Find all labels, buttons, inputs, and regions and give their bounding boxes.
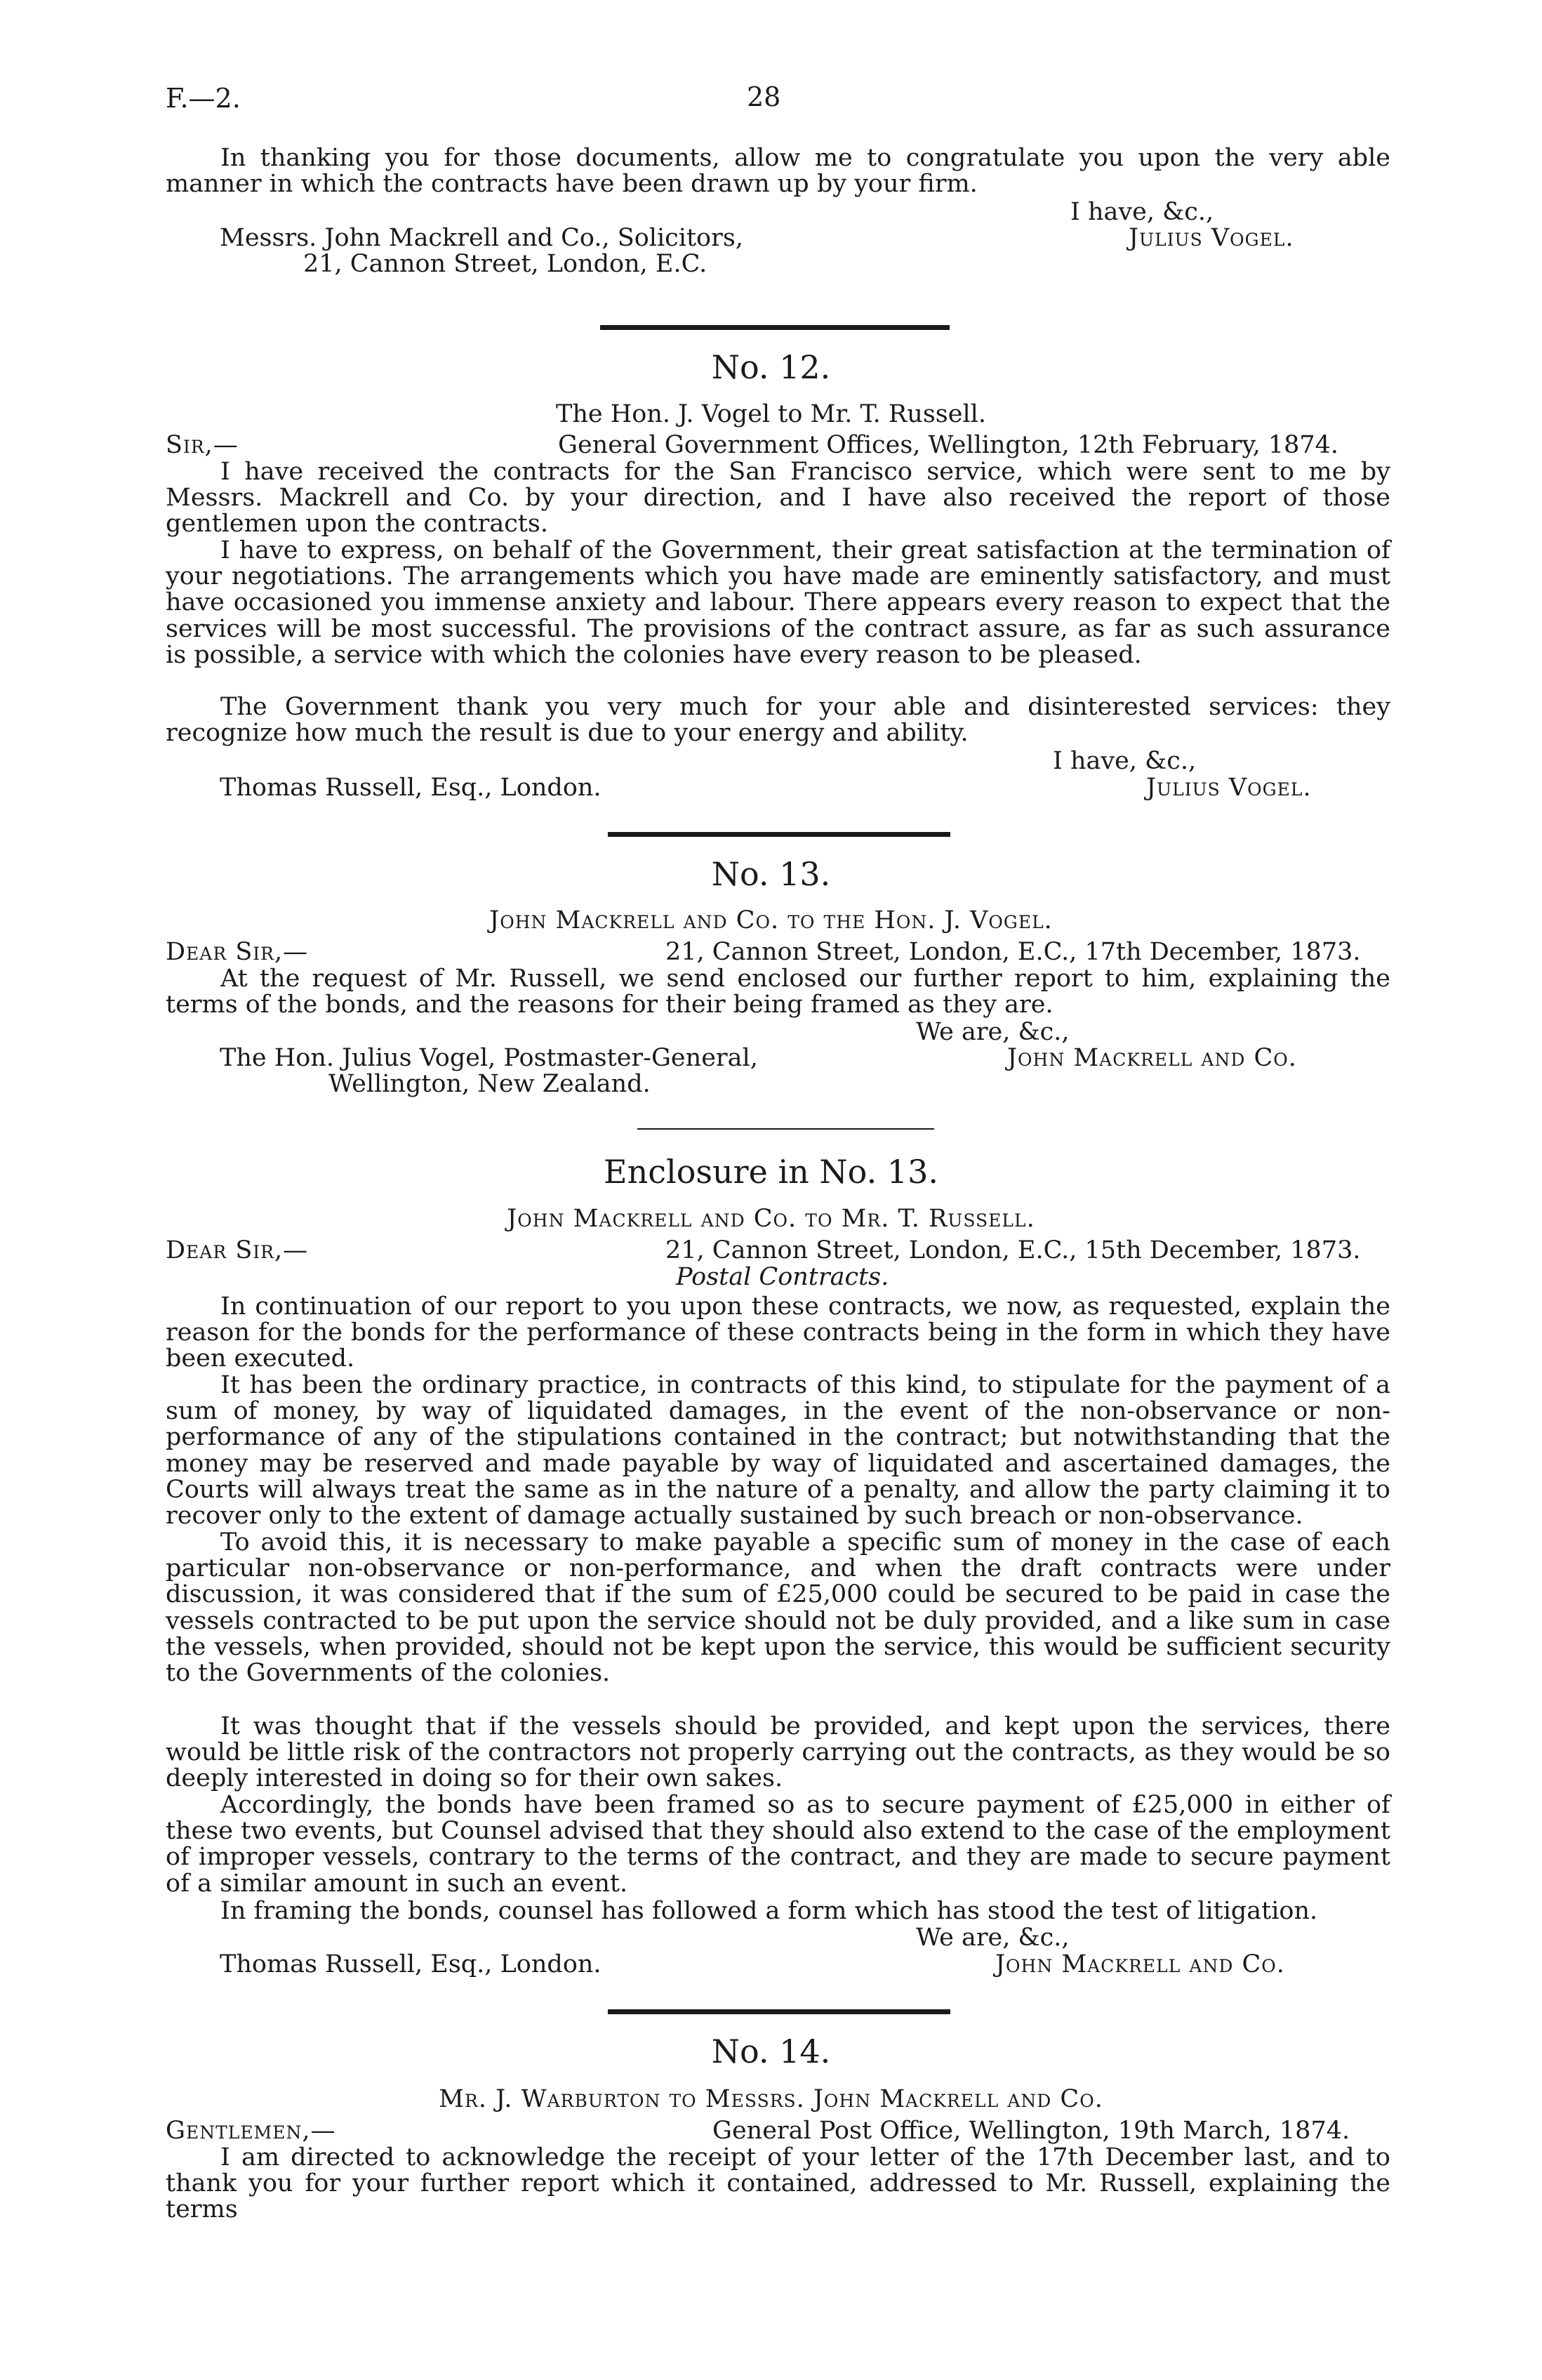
section-divider — [600, 325, 950, 330]
enclosure-paragraph-4: It was thought that if the vessels should be provided, and kept upon the services, there would be little risk of the contractors not properly carrying out the contracts, as they would be so deeply interested in doing so for their own sakes. — [166, 1712, 1390, 1793]
section-divider — [608, 832, 950, 837]
no-12-place-date: General Government Offices, Wellington, 12th February, 1874. — [558, 431, 1339, 459]
enclosure-paragraph-1: In continuation of our report to you upon these contracts, we now, as requested, explain the reason for the bonds for the performance of these contracts being in the form in which they have been executed. — [166, 1293, 1390, 1373]
enclosure-closing: We are, &c., — [916, 1924, 1070, 1952]
no-14-salutation: Gentlemen,— — [166, 2117, 336, 2145]
enclosure-paragraph-5: Accordingly, the bonds have been framed so as to secure payment of £25,000 in either of these two events, but Counsel advised that they should also extend to the case of the employment of improper vessels, contrary to the terms of the contract, and they are made to secure payment of a similar amount in such an event. — [166, 1791, 1390, 1898]
no-13-signature: John Mackrell and Co. — [1007, 1044, 1297, 1072]
no-13-salutation: Dear Sir,— — [166, 938, 309, 966]
enclosure-heading: Enclosure in No. 13. — [604, 1153, 938, 1191]
no-12-addressee: Thomas Russell, Esq., London. — [220, 774, 601, 802]
no-14-heading: No. 14. — [711, 2032, 831, 2070]
no-12-heading: No. 12. — [711, 348, 831, 386]
letter-11-closing: I have, &c., — [1070, 198, 1214, 226]
no-12-paragraph-3: The Government thank you very much for your able and disinterested services: they recognize how much the result is due to your energy and ability. — [166, 693, 1390, 748]
page-number: 28 — [747, 81, 781, 112]
no-12-paragraph-2: I have to express, on behalf of the Government, their great satisfaction at the termination of your negotiations. The arrangements which you have made are eminently satisfactory, and must have occasioned you immense anxiety and labour. There appears every reason to expect that the services will be most successful. The provisions of the contract assure, as far as such assurance is possible, a service with which the colonies have every reason to be pleased. — [166, 536, 1390, 669]
no-12-signature: Julius Vogel. — [1146, 774, 1312, 802]
no-14-place-date: General Post Office, Wellington, 19th March, 1874. — [712, 2117, 1350, 2145]
no-13-heading: No. 13. — [711, 855, 831, 893]
no-13-closing: We are, &c., — [916, 1018, 1070, 1046]
letter-11-paragraph: In thanking you for those documents, allow me to congratulate you upon the very able manner in which the contracts have been drawn up by your firm. — [166, 144, 1390, 199]
enclosure-salutation: Dear Sir,— — [166, 1236, 309, 1264]
no-12-paragraph-1: I have received the contracts for the San Francisco service, which were sent to me by Messrs. Mackrell and Co. by your direction, and I have also received the report of those gentlemen upon the contracts. — [166, 458, 1390, 538]
enclosure-addressee: Thomas Russell, Esq., London. — [220, 1950, 601, 1978]
no-12-salutation: Sir,— — [166, 431, 239, 459]
section-divider — [637, 1128, 934, 1130]
section-divider — [608, 2009, 950, 2014]
no-13-addressee-line-1: The Hon. Julius Vogel, Postmaster-General, — [220, 1044, 758, 1072]
letter-11-addressee-line-1: Messrs. John Mackrell and Co., Solicitors, — [220, 224, 743, 252]
enclosure-paragraph-2: It has been the ordinary practice, in contracts of this kind, to stipulate for the payment of a sum of money, by way of liquidated damages, in the event of the non-observance or non-performance of any of the stipulations contained in the contract; but notwithstanding that the money may be reserved and made payable by way of liquidated and ascertained damages, the Courts will always treat the same as in the nature of a penalty, and allow the party claiming it to recover only to the extent of damage actually sustained by such breach or non-observance. — [166, 1371, 1390, 1531]
no-14-from-to: Mr. J. Warburton to Messrs. John Mackrell and Co. — [439, 2085, 1103, 2113]
no-13-from-to: John Mackrell and Co. to the Hon. J. Vogel. — [489, 906, 1053, 934]
no-14-paragraph: I am directed to acknowledge the receipt of your letter of the 17th December last, and to thank you for your further report which it contained, addressed to Mr. Russell, explaining the terms — [166, 2143, 1390, 2224]
enclosure-place-date: 21, Cannon Street, London, E.C., 15th December, 1873. — [665, 1236, 1361, 1264]
no-12-from-to: The Hon. J. Vogel to Mr. T. Russell. — [556, 400, 986, 428]
enclosure-paragraph-3: To avoid this, it is necessary to make payable a specific sum of money in the case of each particular non-observance or non-performance, and when the draft contracts were under discussion, it was considered that if the sum of £25,000 could be secured to be paid in case the vessels contracted to be put upon the service should not be duly provided, and a like sum in case the vessels, when provided, should not be kept upon the service, this would be sufficient security to the Governments of the colonies. — [166, 1528, 1390, 1688]
document-code: F.—2. — [166, 83, 241, 114]
enclosure-signature: John Mackrell and Co. — [995, 1950, 1285, 1978]
no-13-addressee-line-2: Wellington, New Zealand. — [328, 1070, 651, 1098]
letter-11-signature: Julius Vogel. — [1129, 224, 1294, 252]
enclosure-from-to: John Mackrell and Co. to Mr. T. Russell. — [507, 1205, 1035, 1233]
no-13-place-date: 21, Cannon Street, London, E.C., 17th December, 1873. — [665, 938, 1361, 966]
enclosure-paragraph-6: In framing the bonds, counsel has followed a form which has stood the test of litigation. — [220, 1897, 1318, 1925]
enclosure-subject: Postal Contracts. — [676, 1263, 889, 1291]
no-12-closing: I have, &c., — [1053, 747, 1197, 775]
no-13-paragraph: At the request of Mr. Russell, we send enclosed our further report to him, explaining the terms of the bonds, and the reasons for their being framed as they are. — [166, 965, 1390, 1019]
letter-11-addressee-line-2: 21, Cannon Street, London, E.C. — [303, 250, 707, 278]
